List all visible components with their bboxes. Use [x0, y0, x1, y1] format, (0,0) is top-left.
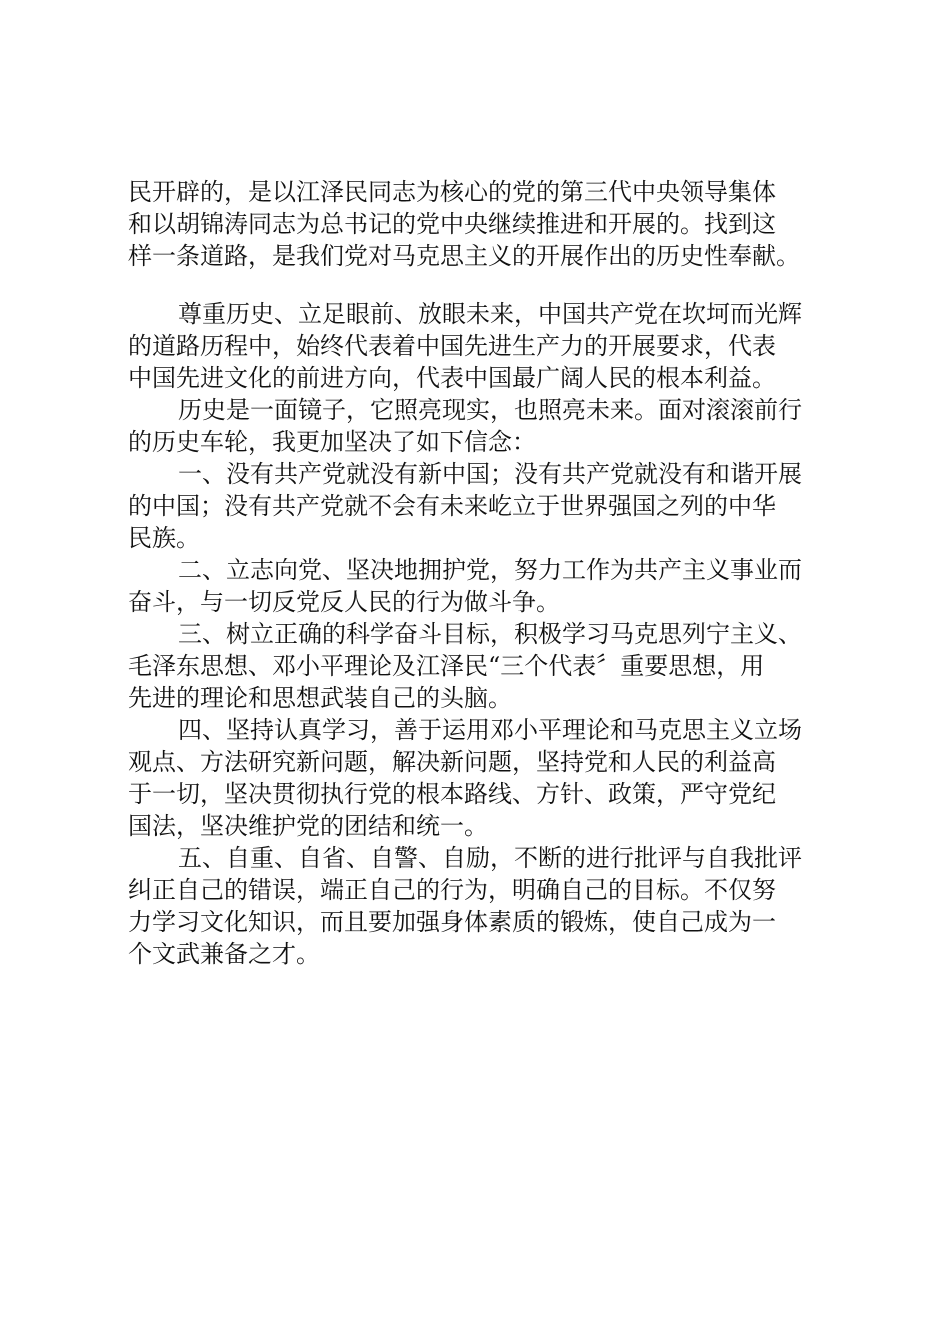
text-line: 民族。 [128, 524, 200, 552]
paragraph-respect-history [128, 298, 848, 394]
text-line: 个文武兼备之才。 [128, 940, 320, 968]
text-line: 和以胡锦涛同志为总书记的党中央继续推进和开展的。找到这 [128, 210, 776, 238]
paragraph-belief-one [128, 458, 848, 554]
text-line: 观点、方法研究新问题，解决新问题，坚持党和人民的利益高 [128, 748, 776, 776]
text-line: 历史是一面镜子，它照亮现实，也照亮未来。面对滚滚前行 [178, 396, 802, 424]
text-line: 三、树立正确的科学奋斗目标，积极学习马克思列宁主义、 [178, 620, 802, 648]
paragraph-belief-four [128, 714, 848, 842]
text-line: 奋斗，与一切反党反人民的行为做斗争。 [128, 588, 560, 616]
text-line: 于一切，坚决贯彻执行党的根本路线、方针、政策，严守党纪 [128, 780, 776, 808]
text-line: 国法，坚决维护党的团结和统一。 [128, 812, 488, 840]
text-line: 的历史车轮，我更加坚决了如下信念： [128, 428, 536, 456]
text-line: 一、没有共产党就没有新中国；没有共产党就没有和谐开展 [178, 460, 802, 488]
text-line: 五、自重、自省、自警、自励，不断的进行批评与自我批评 [178, 844, 802, 872]
paragraph-belief-two [128, 554, 848, 618]
text-line: 的中国；没有共产党就不会有未来屹立于世界强国之列的中华 [128, 492, 776, 520]
text-line: 二、立志向党、坚决地拥护党，努力工作为共产主义事业而 [178, 556, 802, 584]
text-line: 样一条道路，是我们党对马克思主义的开展作出的历史性奉献。 [128, 242, 800, 270]
text-line: 力学习文化知识，而且要加强身体素质的锻炼，使自己成为一 [128, 908, 776, 936]
text-line: 民开辟的，是以江泽民同志为核心的党的第三代中央领导集体 [128, 178, 776, 206]
text-line: 中国先进文化的前进方向，代表中国最广阔人民的根本利益。 [128, 364, 776, 392]
paragraph-history-mirror [128, 394, 848, 458]
paragraph-belief-five [128, 842, 848, 970]
text-line: 毛泽东思想、邓小平理论及江泽民“三个代表〞重要思想，用 [128, 652, 765, 680]
body-text [128, 298, 848, 970]
intro-paragraph [128, 176, 848, 272]
paragraph-belief-three [128, 618, 848, 714]
text-line: 先进的理论和思想武装自己的头脑。 [128, 684, 512, 712]
text-line: 纠正自己的错误，端正自己的行为，明确自己的目标。不仅努 [128, 876, 776, 904]
text-line: 尊重历史、立足眼前、放眼未来，中国共产党在坎坷而光辉 [178, 300, 802, 328]
text-line: 的道路历程中，始终代表着中国先进生产力的开展要求，代表 [128, 332, 776, 360]
text-line: 四、坚持认真学习，善于运用邓小平理论和马克思主义立场 [178, 716, 802, 744]
